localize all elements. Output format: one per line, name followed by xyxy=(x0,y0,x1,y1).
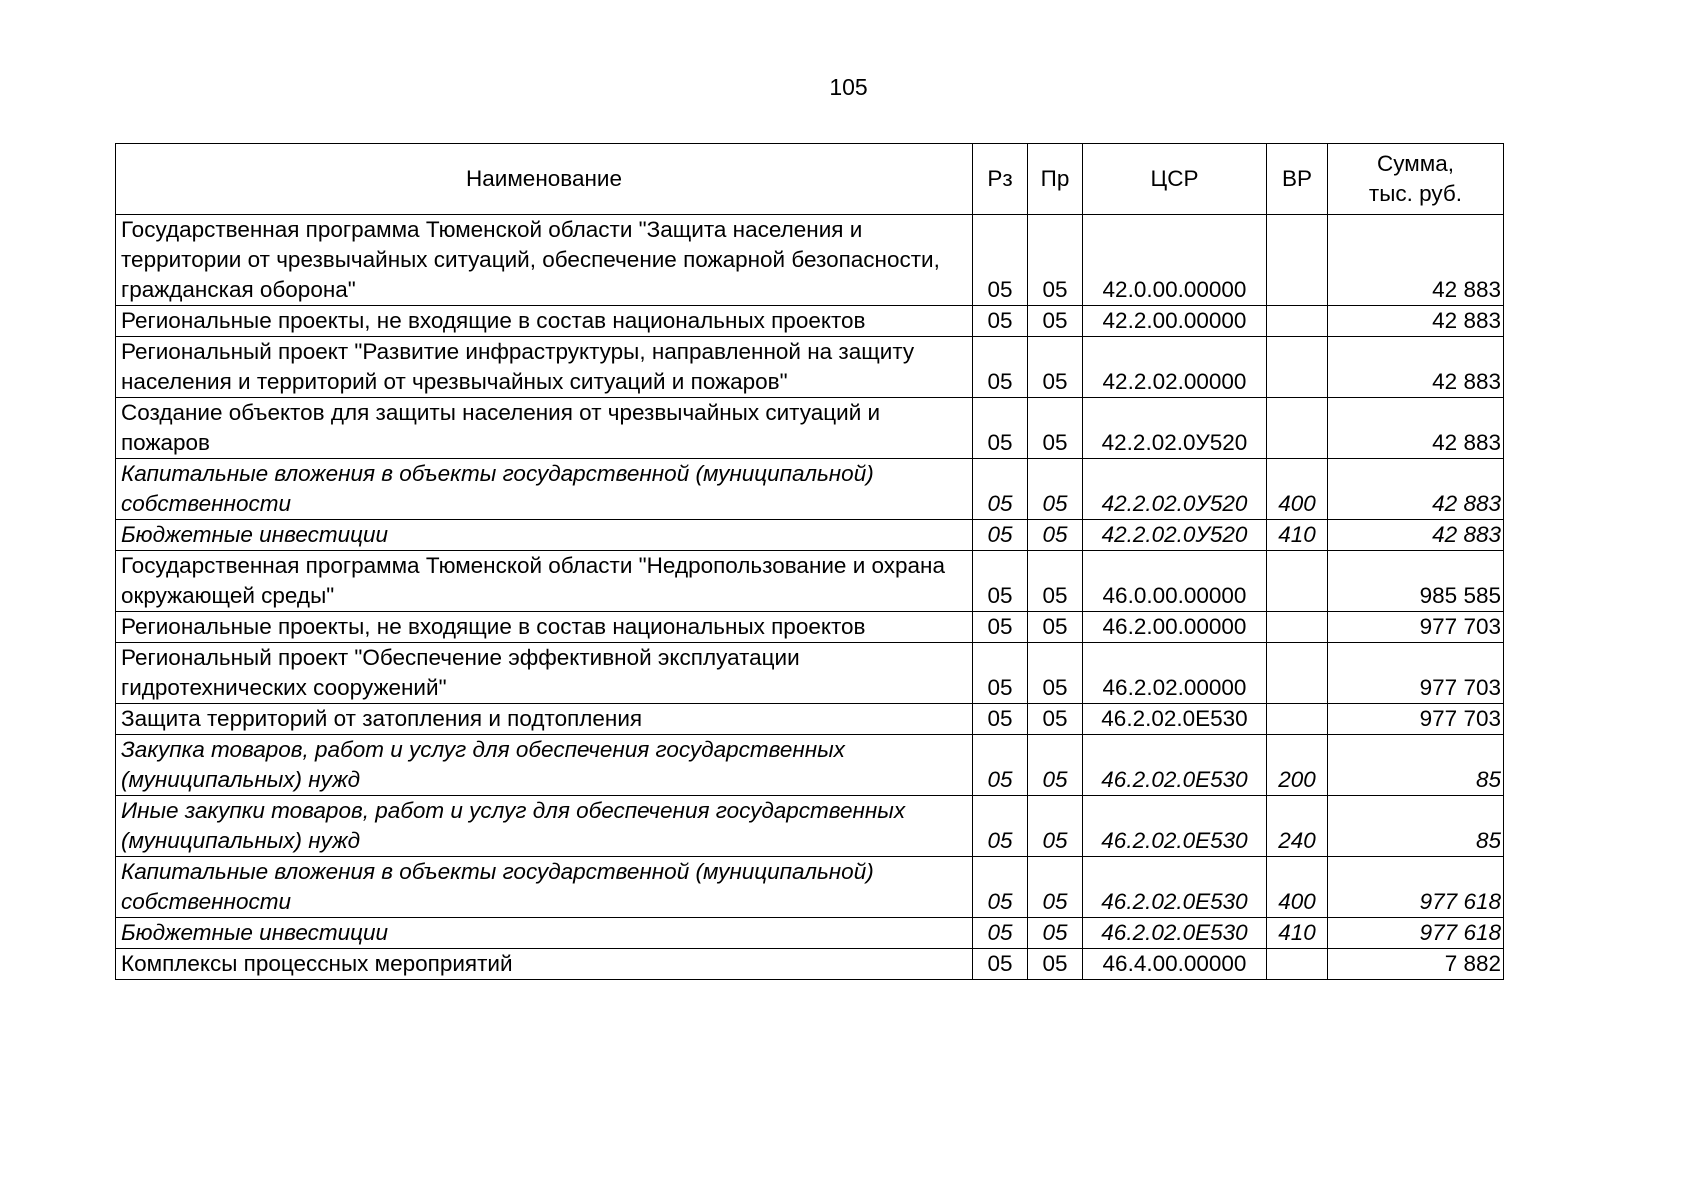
row-pr: 05 xyxy=(1028,612,1083,643)
row-sum: 42 883 xyxy=(1328,337,1504,398)
row-name: Региональные проекты, не входящие в состав национальных проектов xyxy=(116,306,973,337)
row-csr: 42.2.02.0У520 xyxy=(1083,459,1267,520)
row-rz: 05 xyxy=(973,643,1028,704)
row-rz: 05 xyxy=(973,215,1028,306)
row-pr: 05 xyxy=(1028,398,1083,459)
row-sum: 977 703 xyxy=(1328,612,1504,643)
header-pr: Пр xyxy=(1028,144,1083,215)
row-vr xyxy=(1267,704,1328,735)
row-pr: 05 xyxy=(1028,796,1083,857)
row-rz: 05 xyxy=(973,857,1028,918)
row-vr: 400 xyxy=(1267,459,1328,520)
row-pr: 05 xyxy=(1028,337,1083,398)
row-sum: 42 883 xyxy=(1328,306,1504,337)
row-name: Бюджетные инвестиции xyxy=(116,520,973,551)
row-sum: 42 883 xyxy=(1328,520,1504,551)
row-name: Иные закупки товаров, работ и услуг для обеспечения государственных (муниципальных) нужд xyxy=(116,796,973,857)
row-csr: 42.2.02.0У520 xyxy=(1083,520,1267,551)
row-pr: 05 xyxy=(1028,857,1083,918)
row-csr: 42.0.00.00000 xyxy=(1083,215,1267,306)
header-name: Наименование xyxy=(116,144,973,215)
row-rz: 05 xyxy=(973,918,1028,949)
row-vr xyxy=(1267,949,1328,980)
row-sum: 85 xyxy=(1328,735,1504,796)
row-pr: 05 xyxy=(1028,459,1083,520)
row-pr: 05 xyxy=(1028,735,1083,796)
header-sum-line1: Сумма, xyxy=(1377,151,1454,176)
row-vr: 410 xyxy=(1267,520,1328,551)
row-csr: 42.2.02.0У520 xyxy=(1083,398,1267,459)
row-name: Региональные проекты, не входящие в состав национальных проектов xyxy=(116,612,973,643)
row-pr: 05 xyxy=(1028,643,1083,704)
row-sum: 42 883 xyxy=(1328,459,1504,520)
row-vr xyxy=(1267,643,1328,704)
row-rz: 05 xyxy=(973,796,1028,857)
row-sum: 977 703 xyxy=(1328,704,1504,735)
table-row xyxy=(116,918,1504,949)
page-number: 105 xyxy=(829,74,868,100)
row-rz: 05 xyxy=(973,459,1028,520)
row-pr: 05 xyxy=(1028,215,1083,306)
row-rz: 05 xyxy=(973,612,1028,643)
table-row xyxy=(116,704,1504,735)
row-name: Региональный проект "Развитие инфраструктуры, направленной на защиту населения и территорий от чрезвычайных ситуаций и пожаров" xyxy=(116,337,973,398)
row-csr: 46.2.02.0Е530 xyxy=(1083,704,1267,735)
table-row xyxy=(116,643,1504,704)
row-csr: 42.2.00.00000 xyxy=(1083,306,1267,337)
row-vr xyxy=(1267,215,1328,306)
table-row xyxy=(116,459,1504,520)
row-pr: 05 xyxy=(1028,520,1083,551)
row-csr: 42.2.02.00000 xyxy=(1083,337,1267,398)
header-rz: Рз xyxy=(973,144,1028,215)
row-pr: 05 xyxy=(1028,949,1083,980)
row-rz: 05 xyxy=(973,337,1028,398)
row-vr: 240 xyxy=(1267,796,1328,857)
row-pr: 05 xyxy=(1028,918,1083,949)
table-row xyxy=(116,949,1504,980)
row-pr: 05 xyxy=(1028,704,1083,735)
row-sum: 42 883 xyxy=(1328,398,1504,459)
row-name: Государственная программа Тюменской области "Недропользование и охрана окружающей среды" xyxy=(116,551,973,612)
header-sum xyxy=(1328,144,1504,215)
table-row xyxy=(116,551,1504,612)
row-vr xyxy=(1267,398,1328,459)
row-sum: 985 585 xyxy=(1328,551,1504,612)
row-csr: 46.2.02.0Е530 xyxy=(1083,796,1267,857)
row-vr: 410 xyxy=(1267,918,1328,949)
table-row xyxy=(116,337,1504,398)
row-vr xyxy=(1267,551,1328,612)
row-vr xyxy=(1267,306,1328,337)
row-pr: 05 xyxy=(1028,306,1083,337)
row-name: Капитальные вложения в объекты государственной (муниципальной) собственности xyxy=(116,459,973,520)
row-rz: 05 xyxy=(973,949,1028,980)
header-vr: ВР xyxy=(1267,144,1328,215)
header-sum-line2: тыс. руб. xyxy=(1368,181,1463,206)
table-header xyxy=(116,144,1504,215)
table-row xyxy=(116,398,1504,459)
table-row xyxy=(116,735,1504,796)
row-name: Капитальные вложения в объекты государственной (муниципальной) собственности xyxy=(116,857,973,918)
row-rz: 05 xyxy=(973,704,1028,735)
row-sum: 977 618 xyxy=(1328,857,1504,918)
table-row xyxy=(116,857,1504,918)
row-name: Защита территорий от затопления и подтопления xyxy=(116,704,973,735)
row-pr: 05 xyxy=(1028,551,1083,612)
row-rz: 05 xyxy=(973,735,1028,796)
table-row xyxy=(116,520,1504,551)
row-name: Создание объектов для защиты населения от чрезвычайных ситуаций и пожаров xyxy=(116,398,973,459)
row-name: Региональный проект "Обеспечение эффективной эксплуатации гидротехнических сооружений" xyxy=(116,643,973,704)
table-row xyxy=(116,306,1504,337)
header-csr: ЦСР xyxy=(1083,144,1267,215)
row-sum: 977 618 xyxy=(1328,918,1504,949)
table-row xyxy=(116,612,1504,643)
table-body xyxy=(116,215,1504,980)
row-csr: 46.4.00.00000 xyxy=(1083,949,1267,980)
row-name: Государственная программа Тюменской области "Защита населения и территории от чрезвычайных ситуаций, обеспечение пожарной безопасности, гражданская оборона" xyxy=(116,215,973,306)
row-sum: 7 882 xyxy=(1328,949,1504,980)
row-csr: 46.2.00.00000 xyxy=(1083,612,1267,643)
row-csr: 46.2.02.0Е530 xyxy=(1083,857,1267,918)
row-name: Бюджетные инвестиции xyxy=(116,918,973,949)
row-rz: 05 xyxy=(973,520,1028,551)
row-csr: 46.2.02.0Е530 xyxy=(1083,735,1267,796)
budget-table xyxy=(115,143,1504,980)
row-name: Закупка товаров, работ и услуг для обеспечения государственных (муниципальных) нужд xyxy=(116,735,973,796)
row-vr xyxy=(1267,612,1328,643)
row-csr: 46.2.02.00000 xyxy=(1083,643,1267,704)
row-vr: 200 xyxy=(1267,735,1328,796)
row-rz: 05 xyxy=(973,398,1028,459)
row-sum: 85 xyxy=(1328,796,1504,857)
table-row xyxy=(116,796,1504,857)
header-row xyxy=(116,144,1504,215)
row-rz: 05 xyxy=(973,551,1028,612)
row-csr: 46.0.00.00000 xyxy=(1083,551,1267,612)
row-sum: 977 703 xyxy=(1328,643,1504,704)
row-vr xyxy=(1267,337,1328,398)
row-vr: 400 xyxy=(1267,857,1328,918)
row-name: Комплексы процессных мероприятий xyxy=(116,949,973,980)
row-csr: 46.2.02.0Е530 xyxy=(1083,918,1267,949)
table-row xyxy=(116,215,1504,306)
row-rz: 05 xyxy=(973,306,1028,337)
row-sum: 42 883 xyxy=(1328,215,1504,306)
